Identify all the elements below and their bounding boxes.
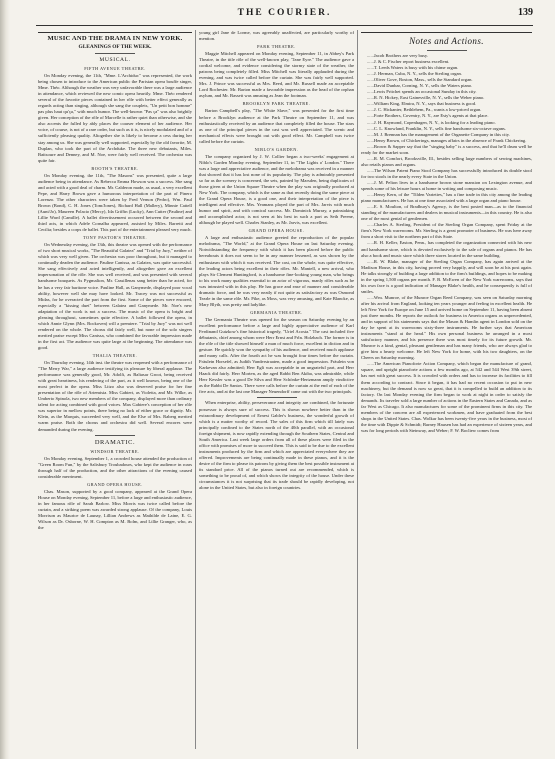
note-item: ......Charles A. Sterling, President of the Sterling Organ Company, spent Friday at the firm's New York warerooms. Mr. Sterling is a great promoter of business. He was here away from a short visit to the northern part of this State. <box>361 222 532 240</box>
note-item: ......J. Herman, Cuba, N. Y., sells the Sterling organ. <box>367 71 462 77</box>
paragraph: On Wednesday evening, the 13th, this theatre was opened with the performance of two short musical works, "The Beautiful Galatea" and "Trial by Jury," neither of which was very well given. The orchestra was poor throughout, but it managed to continually deaden the audience. Pauline Canissa, as Galatea, was quite successful. She sang effectively and acted intelligently, and altogether gave an excellent impersonation of the rôle. She was well received, and was presented with several handsome bouquets. As Pygmalion, Mr. Cassillenas sang better than he acted, for he has a very fair baritone voice. Pauline Hall, as Ganymede, displayed poor vocal ability, however well she may have looked. Mr. Tracey was not successful as Midas, for he overacted the part from the first. Some of the pieces were encored, especially a "kissing duet" between Galatea and Ganymede. Mr. Noe's new adaptation of the work is not a success. The music of the opera is bright and pleasing throughout, sometimes quite effective. A ballet followed the opera, in which Annie Glynn (Mrs. Bockoven) will a premiere. "Trial by Jury" was not well rendered on the whole. The chorus did fairly well, but none of the solo singers merited praise except Miss Canissa, who combined the favorable impression made in the first act. The audience was quite large at the beginning. The attendance was good. <box>38 242 192 350</box>
note-item: ......Jacob Brothers are very busy. <box>367 53 429 58</box>
heading-dramatic: DRAMATIC. <box>94 438 136 446</box>
note-item: ......R. H. Keller, Easton, Penn., has completed the organization connected with his new and handsome store, which is devoted exclusively to the sale of organs and pianos. He has also a book and music store which three stores located in the same building. <box>361 240 532 258</box>
note-item: ......Henry Brown, of Chickerings, manages affairs in the absence of Frank Chickering. <box>367 137 527 143</box>
paragraph: On Monday evening, the 11th, "Mme. L'Archiduc" was represented, the work being chosen to introduce to the American public the Parisian opera bouffe singer, Mme. Théo. Although the weather was very unfavorable there was a large audience in attendance, which reviewed the new comic opera heartily. Mme. Théo rendered several of the favorite pieces contained in her rôle with better effect generally as regards acting than singing, although she sang the couplets, "Un petit bon homme" pas plus haut qu'ça," with much humor. The well-known "Pas ça" was also brightly given. Her conception of the rôle of Marcelle is rather quiet than otherwise, and she also accents the fulled by ably places the coarser element of her audience. Her voice, of course, is not of a rare order, but such as it is, is nicely modulated and of a sufficiently pleasing quality. Altogether she is likely to become a cess during her stay among us. She was generally well supported, especially by the old favorite, M. Duplan, who took the part of the Archduke. The three new debutants, Miles. Baitsoure and Denney, and M. Noe, were fairly well received. The orchestra was quite fair. <box>38 73 192 163</box>
note-item: ......J. & C. Fischer report business excellent. <box>367 59 450 65</box>
paragraph: When enterprise, ability, perseverance and integrity are combined, the fortunate possessor is always sure of success. This is shown nowhere better than in the extraordinary development of Ernest Gabler's business, the wonderful growth of which is a matter worthy of record. The sales of this firm which till lately was principally confined to the States north of the 40th parallel, with an occasional foreign shipment, is now rapidly extending through the Southern States, Central and South America. Last week large orders from all of these places were filed in the office with promises of more to succeed them. This is said to be due to the excellent instruments produced by the firm and which are appreciated everywhere they are offered. Improvements are being continually made in these pianos, and it is the desire of the firm to please its patrons by giving them the best possible instrument at its standard price. All of the pianos turned out are recommended, which is something to be proud of, and which shows the integrity of the house. Under these circumstances it is not surprising that its trade should be rapidly developing, not alone in the United States, but also in foreign countries. <box>199 400 354 491</box>
section-rule <box>361 32 532 33</box>
heading-booth: BOOTH'S THEATRE. <box>91 165 139 171</box>
section-rule <box>38 32 192 33</box>
paragraph: Maggie Mitchell appeared on Monday evening, September 11, in Abbey's Park Theatre, in the title rôle of the well-known play, "Jane Eyre." The audience gave a cordial welcome, and evidence considering the stormy state of the weather, the patrons being completely filled. Miss Mitchell was literally applauded during the evening, and was twice called before the curtain. She was fairly well supported. Mrs. J. Prince was successful as Mrs. Reed, and Mr. Russell made an acceptable Lord Rochester. Mr. Barton made a favorable impression as the head of the orphan asylum, and Mr. Bassett was amusing as Jean the footman. <box>199 51 354 99</box>
paragraph: On Thursday evening, 14th inst. the theatre was reopened with a performance of "The Merry War," a large audience testifying its pleasure by liberal applause. The performance was generally good, Mr. Adolfi, as Baltasar Groot, being received with great heartiness, his rendering of the part, as it well known, being one of the most perfect in the opera. Miss Litzo also was deserved praise for her fine presentation of the rôle of Artemisia. Miss Gabiert, as Violetta, and Mr. Wilke, as Umberto Spinola, two new members of the company, displayed more than ordinary talent for acting combined with good voices. Max Gabiere's conception of her rôle was superior in mellow points, there being no lack of either grace or dignity. Mr. Klein, as the Marquis, succeeded very well, and the Else of Mrs. Raberg merited warm praise. Both the chorus and orchestra did well. Several encores were demanded during the evening. <box>38 360 192 432</box>
note-item: ......M. J. Brennan has the management of the Organette Company in this city. <box>367 131 510 137</box>
paragraph: On Monday evening, the 11th, "The Masons" was presented, quite a large audience being in attendance. As Rebecca Emma Howson was a success. She sang and acted with a good deal of charm. Mr. Calderon made, as usual, a very excellent Pepe, and Harry Brown gave a humorous interpretation of the part of Pinero Lorenzo. The other characters were taken by Fred Vernon (Pedro), Wm. Paul Brown (Bond), C. H. Jones (Tom/Jones), Richard Hall (Mallery), Minnie Cattell (Aunt/Jo), Maureen Polacio (Mercy), Ida Griffin (Lucky), Ann Cutter (Pauline) and Lillie Ward (Camille). A ballet divertissement occurred between the second and third acts, in which Adele Cornalba appeared, assisted by Miles. Barretti and Cecilia; besides a corps de ballet. This part of the entertainment pleased very much. <box>38 172 192 233</box>
paragraph: Chas. Mason, supported by a good company, appeared at the Grand Opera House on Monday evening, September 11, before a large and enthusiastic audience, in her famous rôle of Sarah Barlow. Miss Morris was twice called before the curtain, and a striking poem was awarded strong applause. Of the company, Louis Morrison as Maurice de Launay, Lillian Andrews as Mathilde de Laine, E. G. Wilson as Dr. Osborne, W. H. Compton as M. Bolm, and Lillie Granger, who, as the <box>38 488 192 531</box>
note-item: ......Brown & Sapper say that the "singing baby" is a success, and that he'll drum well be ready for the market soon. <box>361 143 532 155</box>
paragraph: The Germania Theatre was opened for the season on Saturday evening by an excellent performance before a large and highly appreciative audience of Karl Ferdinand Gutzkow's fine historical tragedy, "Uriel Acosta." The cast included five débutants, chief among whom were Herr Ernst and Frln. Holzbach. The former is in the rôle of the title showed himself a man of much force, excellent in diction and in gesture. He quickly won the sympathy of his audience, and received much applause and many calls. After the fourth act he was brought four times before the curtain. Fräulein Horsefel, as Judith Vanderstraaten, made a good impression. Fräulein von Karkevan also admitted; Herr Egli was acceptable in an ungrateful part, and Herr Haack did fairly. Herr Morten, as the aged Rabbi Ben Akiba, was admirable, while Herr Kessler was a good De Silva and Herr Schönke-Hertzmann amply vindictive as the Rabbi De Santos. There were calls before the curtain at the end of each of the five acts, and at the last one Manager Neuendorff came out with the two principals. <box>199 316 354 395</box>
note-item: ......T. Leeds Waters is busy with his chime organ. <box>367 65 459 71</box>
note-item: ......David Dunbar, Corning, N. Y., sells the Waters piano. <box>367 83 473 89</box>
heading-germania: GERMANIA THEATRE. <box>250 309 303 315</box>
note-item: ......C. L. Knowland, Franklin, N. Y., sells fine handsome six-octave organs. <box>367 125 506 131</box>
note-item: ......R. M. Comfort, Brooksville, Ill., besides selling large numbers of sewing machines, also retails pianos and organs. <box>361 155 532 167</box>
paragraph: On Monday evening, September 1, a crowded house attended the production of "Green Room Fun," by the Salisbury Troubadours, who kept the audience in roars through half of the production, and the other attractions of the evening caused considerable merriment. <box>38 455 192 479</box>
column-1 <box>38 30 192 751</box>
note-item: ......Wm. Munroe, of the Munroe Organ Reed Company, was seen on Saturday morning after his arrival from England, looking ten years younger and feeling in excellent health. He left New York for Europe on June 15 and arrived home on September 11, having been absent just three months. He reports the outlook for business in America organs as unprecedented, and in support of his statements says that the Mason & Hamlin agent in London sold on the day he spent at its warerooms sixty-three instruments. He further says that American instruments "stand at the head." His own personal business he arranged in a most satisfactory manner, and his presence there was most timely for its future growth. Mr. Munroe is a kind, genial, pleasant gentleman and has many friends, who are always glad to give him a hearty welcome. He left New York for home, with his two daughters, on the Cheers on Saturday morning. <box>361 294 532 361</box>
running-head: THE COURIER. <box>237 8 332 18</box>
heading-thalia: THALIA THEATRE. <box>92 353 138 359</box>
notes-title: Notes and Actions. <box>409 36 484 46</box>
page-binding-shadow <box>0 0 10 759</box>
heading-park: PARK THEATRE. <box>257 44 296 50</box>
note-item: ......J. M. Pelton lives in a handsome brown stone mansion on Lexington avenue, and spends some of his leisure hours at home in writing and composing music. <box>361 179 532 192</box>
note-item: ......Henry Kern, of the "Tilden Varieties," has a fine trade in this city among the leading piano manufacturers. He has at one time associated with a large organ and piano house. <box>361 192 532 204</box>
section-title: MUSIC AND THE DRAMA IN NEW YORK. <box>47 35 183 42</box>
divider <box>427 50 467 51</box>
paragraph-continued: young girl Jane de Lorme, was agreeably unaffected, are particularly worthy of mention. <box>199 30 354 42</box>
heading-tony-pastor: TONY PASTOR'S THEATRE. <box>82 235 148 241</box>
heading-grand-opera-2: GRAND OPERA HOUSE. <box>248 228 305 234</box>
note-item: ......R. N. Hickey, East Gainesville, N. Y., sells the Weber piano. <box>367 95 485 101</box>
column-2 <box>199 30 354 751</box>
divider <box>257 397 297 398</box>
column-divider <box>195 30 196 749</box>
paragraph: The company organized by J. W. Collier began a two-weeks' engagement at Niblo's Garden Monday evening, September 11, in "The Lights o' London." There was a large and appreciative audience, and the melodrama was received in a manner that showed that it has lost none of its popularity. The play is admirably presented so far as the scenery is concerned, the sets, painted by Marsden, being duplicates of those given at the Union Square Theatre when the play was originally produced at New York. The company, which is the same as that recently doing the same piece at the Grand Opera House, is a good one, and their interpretation of the piece is intelligent and effective. Mrs. Yeamans played the part of Mrs. Jarvis with much humor and spirit, and with comical success. Mr. Dominick Murray, a painstaking and accomplished actor, is not seen at his best in such a part as Seth Preene, although he played well. Charles Stanley, as Mr. Jarvis, was excellent. <box>199 153 354 226</box>
heading-brooklyn-park: BROOKLYN PARK THEATRE. <box>242 101 311 107</box>
note-item: ......The Wilson Patent Piano Stool Company has successfully introduced its double stool for two stools in the nearly every State in the Union. <box>361 167 532 179</box>
subsection-title: GLEANINGS OF THE WEEK. <box>78 44 152 50</box>
heading-fifth-avenue: FIFTH AVENUE THEATRE. <box>84 66 146 71</box>
paragraph: Barton Campbell's play, "The White Slave," was presented for the first time before a Brooklyn audience at the Park Theatre on September 11, and was enthusiastically received by an audience that completely filled the house. The stars as one of the principal pieces in the cast was well appreciated. The scenic and mechanical effects were brought out with good effect. Mr. Campbell was twice called before the curtain. <box>199 108 354 144</box>
column-divider <box>357 30 358 749</box>
page-number: 139 <box>518 7 533 18</box>
note-item: ......J. H. Raymond, Copenhagen, N. Y., is looking for a leading piano. <box>367 119 496 125</box>
note-item: ......J. C. Hickanter, Bethlehem, Pa., wants a low-priced organ. <box>367 107 482 113</box>
heading-grand-opera: GRAND OPERA HOUSE. <box>87 481 143 487</box>
note-item: ......Forte Brothers, Coventry, N. Y., are Esty's agents at that place. <box>367 113 489 119</box>
note-item: ......Oliver Gove, Boston, Mass., sells the Standard organ. <box>367 77 473 83</box>
note-item: ......William King, Elmira, N. Y., says that business is good. <box>367 101 477 107</box>
note-item: ......The American Pianoforte Action Company, which began the manufacture of grand, square, and upright pianoforte actions a few months ago, at 542 and 544 West 39th street, has met with great success. It is crowded with orders and has to increase its facilities to fill them according to contract. Since it began, it has had no recent occasion to put in new machinery, but the demand is now so great, that it is compelled to build an addition to its factory. On last Monday evening the firm began to work at night in order to satisfy the demands. Its traveler sold a large number of actions in the Eastern States and Canada, and as far West as Chicago. It also manufactures for some of the prominent firms in this city. The members of the concern are all experienced workmen, and have graduated from the best shops in the United States. Chas. Wolkar has been twenty-five years in the business, most of the time with Dippie & Schmidt; Barney Hausen has had an experience of sixteen years, and was for long periods with Steinway, and Weber; F. W. Bocliew comes from <box>361 361 532 433</box>
note-item: ......R. W. Blake, manager of the Sterling Organ Company, has again arrived at the Madison House, in this city, having proved very happily, and will soon be at his post again. He talks strongly of building a large addition to the firm's buildings, and hopes to be making in the spring 1,500 organs per month. F. B. McEwen of the New York warerooms, says that his own face is a good indication of Manager Blake's health, and he consequently is full of smiles. <box>361 258 532 294</box>
column-3 <box>361 30 532 751</box>
heading-musical: MUSICAL. <box>99 57 131 63</box>
divider <box>95 53 135 54</box>
note-item: ......E. S. Moulton, of Bradbury's Agency, is the best posted man—as to the financial standing of the manufacturers and dealers in musical instruments—in this country. He is also one of the most genial of gentlemen. <box>361 204 532 222</box>
heading-windsor: WINDSOR THEATRE. <box>90 448 140 454</box>
header-rule <box>36 25 533 26</box>
divider <box>95 435 135 436</box>
note-item: ......Lewis Pritchet spends an occasional Sunday in this city. <box>367 89 477 95</box>
heading-niblo: NIBLO'S GARDEN. <box>254 146 299 152</box>
paragraph: A large and enthusiastic audience greeted the reproduction of the popular melodrama, "The World," at the Grand Opera House on last Saturday evening. Notwithstanding the frequency with which it has been placed before the public hereabouts it does not seem to be in any manner lessened, as was shown by the enthusiasm with which it was received. The cast, on the whole, was quite effective, the leading actors being excellent in their rôles. Mr. Mantell, a new arrival, who plays Sir Clement Huntingford, is a handsome fine-looking young man, who brings to his work many qualities essential to an actor of vigorous, manly rôles such as he was intrusted with in this play. He has grace and ease of manner and considerable dramatic force, and he was very neatly if not quite as satisfactory as was Osmond Tearle in the same rôle. Mr. Pike, as Moss, was very amusing, and Kate Blancke, as Mary Blyth, was pretty and ladylike. <box>199 235 354 307</box>
